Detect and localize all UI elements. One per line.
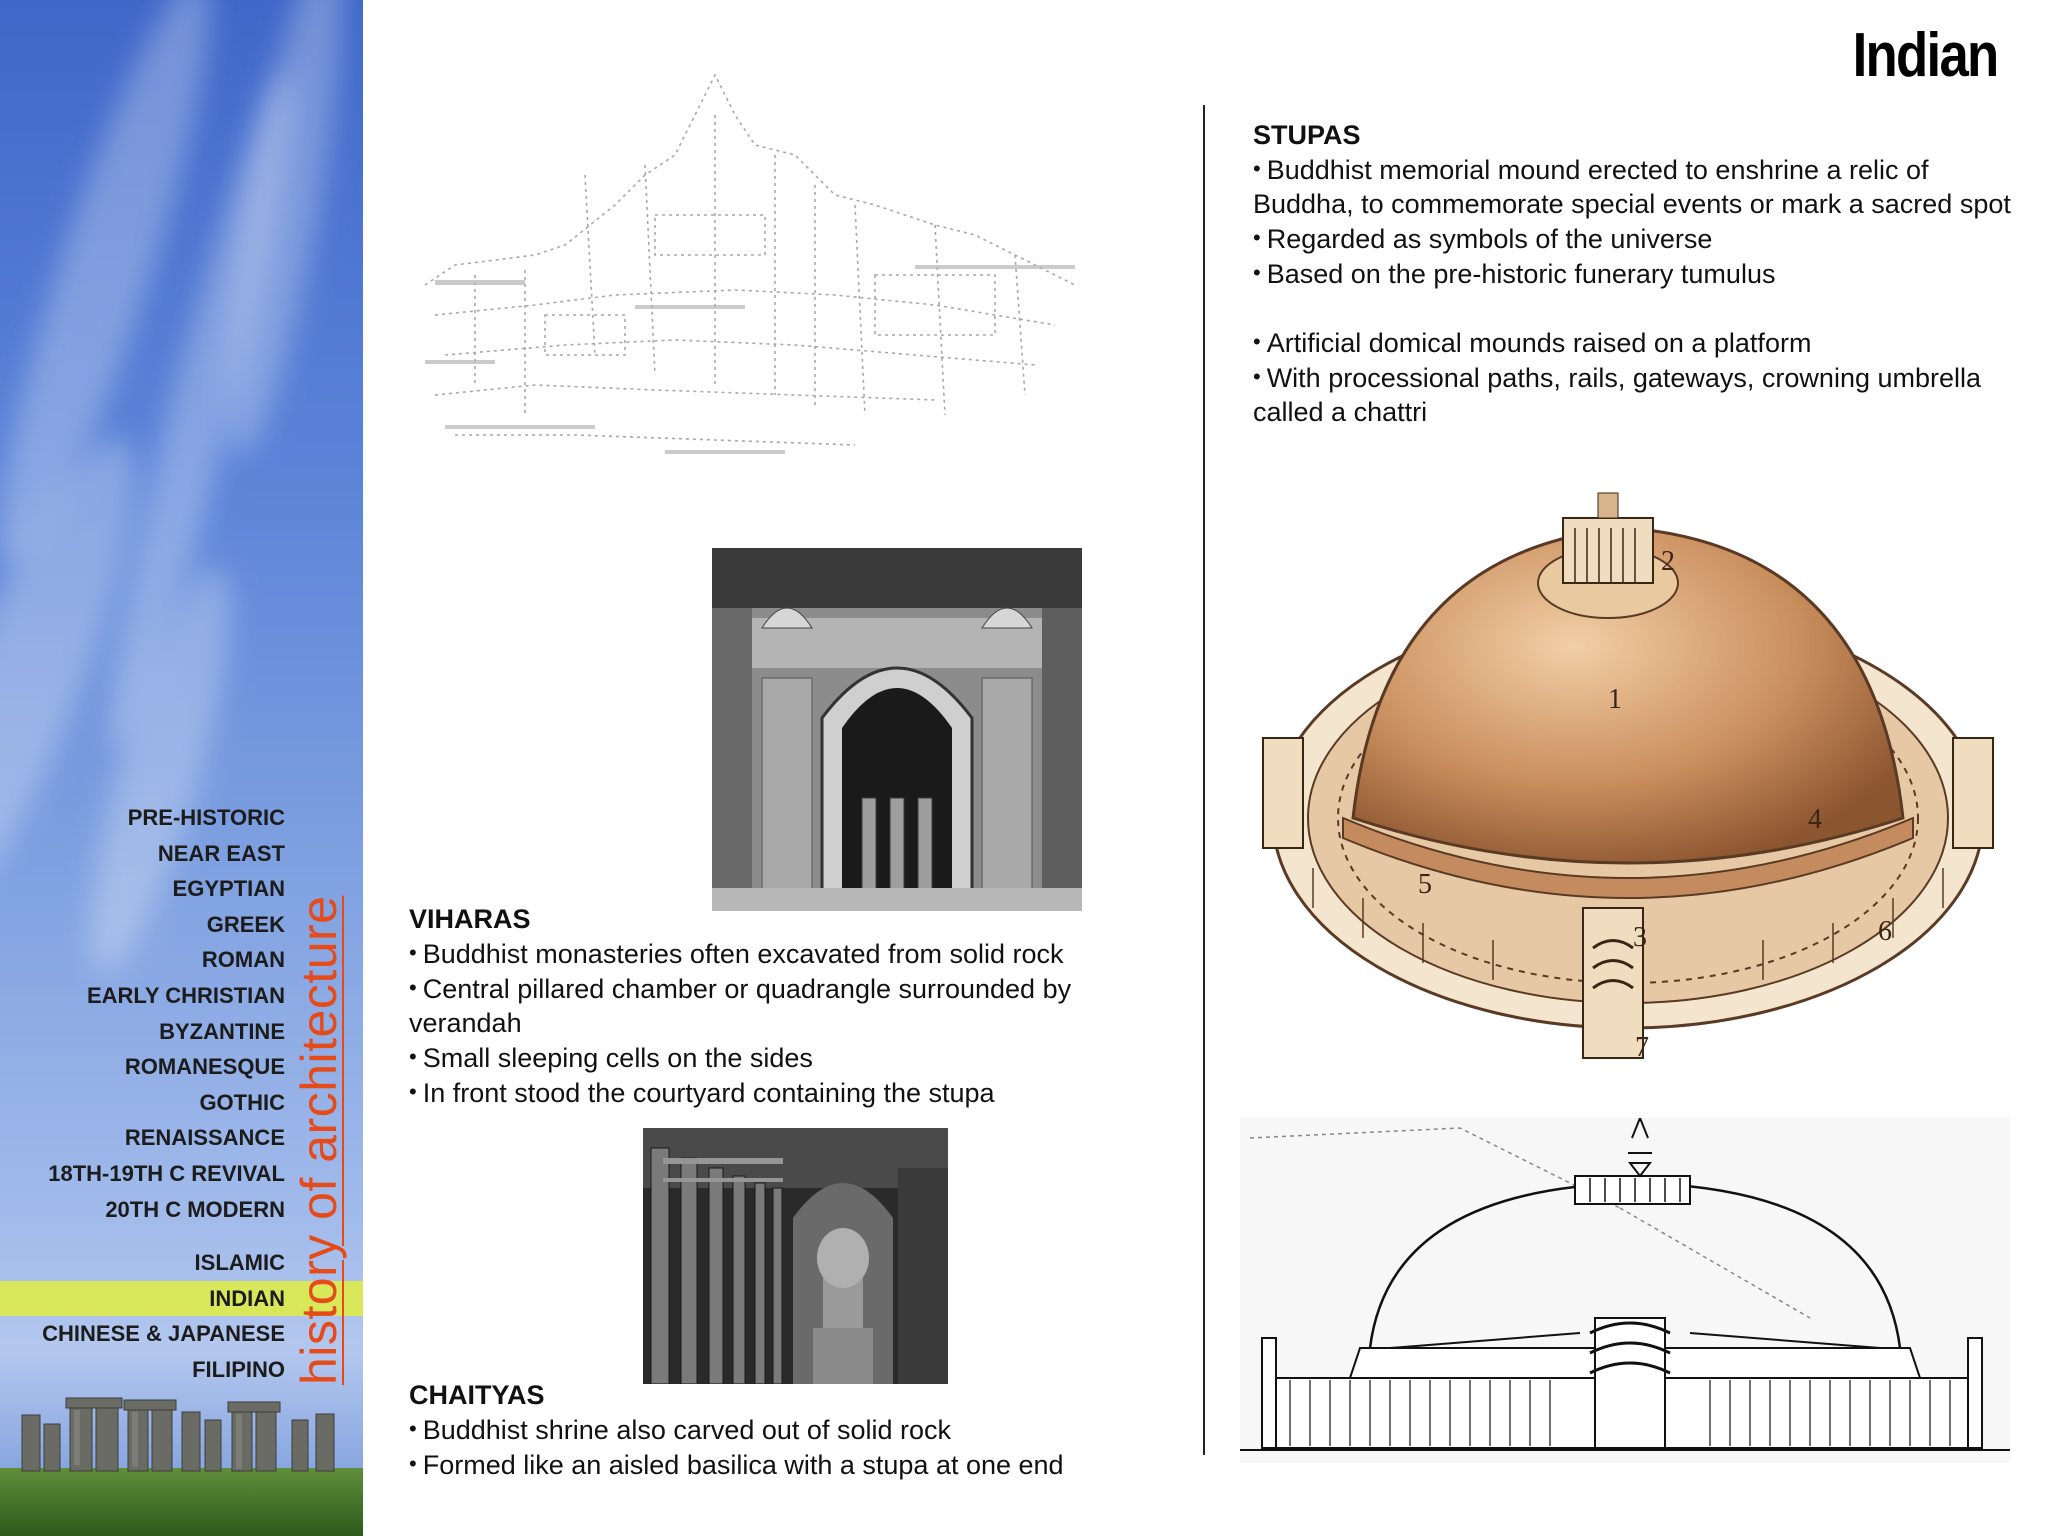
nav-item-roman[interactable]: ROMAN bbox=[201, 947, 285, 973]
nav-item-indian[interactable]: INDIAN bbox=[0, 1281, 363, 1317]
stupas-bullet: • With processional paths, rails, gateways, crowning umbrella called a chattri bbox=[1253, 363, 1982, 427]
stupa-label-3: 3 bbox=[1633, 922, 1647, 953]
nav-item-chinese-japanese[interactable]: CHINESE & JAPANESE bbox=[42, 1321, 285, 1347]
stupas-bullet: • Buddhist memorial mound erected to enshrine a relic of Buddha, to commemorate special events or mark a sacred spot bbox=[1253, 155, 2011, 219]
bullet-icon: • bbox=[1253, 156, 1261, 181]
bullet-icon: • bbox=[409, 1079, 417, 1104]
stupas-section bbox=[1253, 118, 2013, 429]
viharas-bullet: • Small sleeping cells on the sides bbox=[409, 1043, 813, 1073]
nav-item-renaissance[interactable]: RENAISSANCE bbox=[124, 1125, 285, 1151]
chaityas-section bbox=[409, 1378, 1149, 1482]
nav-item-egyptian[interactable]: EGYPTIAN bbox=[172, 876, 285, 902]
nav-item-pre-historic[interactable]: PRE-HISTORIC bbox=[127, 805, 285, 830]
stupas-bullet: • Artificial domical mounds raised on a platform bbox=[1253, 328, 1812, 358]
viharas-bullet: • Buddhist monasteries often excavated from solid rock bbox=[409, 939, 1064, 969]
viharas-bullet: • Central pillared chamber or quadrangle surrounded by verandah bbox=[409, 974, 1072, 1038]
nav-item-near-east[interactable]: NEAR EAST bbox=[157, 840, 285, 866]
column-divider bbox=[1203, 105, 1205, 1455]
history-of-architecture-title: history of architecture bbox=[291, 895, 347, 1385]
chaityas-bullet: • Formed like an aisled basilica with a stupa at one end bbox=[409, 1450, 1064, 1480]
viharas-heading: VIHARAS bbox=[409, 904, 531, 934]
stupa-label-4: 4 bbox=[1808, 804, 1822, 835]
nav-item-revival[interactable]: 18TH-19TH C REVIVAL bbox=[48, 1160, 285, 1186]
bullet-icon: • bbox=[409, 1416, 417, 1441]
nav-item-byzantine[interactable]: BYZANTINE bbox=[159, 1018, 285, 1044]
stupa-label-5: 5 bbox=[1418, 869, 1432, 900]
nav-item-gothic[interactable]: GOTHIC bbox=[199, 1089, 285, 1115]
stupa-label-1: 1 bbox=[1608, 684, 1622, 715]
bullet-icon: • bbox=[1253, 225, 1261, 250]
stupas-bullet: • Based on the pre-historic funerary tumulus bbox=[1253, 259, 1776, 289]
nav-item-filipino[interactable]: FILIPINO bbox=[192, 1356, 285, 1382]
stupas-bullet: • Regarded as symbols of the universe bbox=[1253, 224, 1713, 254]
bullet-icon: • bbox=[1253, 329, 1261, 354]
bullet-icon: • bbox=[409, 975, 417, 1000]
nav-item-modern[interactable]: 20TH C MODERN bbox=[105, 1196, 285, 1222]
nav-item-early-christian[interactable]: EARLY CHRISTIAN bbox=[86, 982, 285, 1008]
nav-item-greek[interactable]: GREEK bbox=[206, 911, 285, 937]
viharas-section bbox=[409, 902, 1149, 1110]
stupa-elevation-diagram bbox=[1240, 1118, 2010, 1463]
bullet-icon: • bbox=[409, 1044, 417, 1069]
stonehenge-image bbox=[0, 1380, 363, 1536]
stupa-label-7: 7 bbox=[1635, 1032, 1649, 1063]
temple-sketch-image bbox=[415, 55, 1135, 525]
bullet-icon: • bbox=[409, 1451, 417, 1476]
nav-item-romanesque[interactable]: ROMANESQUE bbox=[124, 1054, 285, 1080]
stupa-isometric-diagram bbox=[1253, 488, 2003, 1078]
chapter-nav bbox=[0, 800, 285, 1388]
bullet-icon: • bbox=[1253, 364, 1261, 389]
chaityas-heading: CHAITYAS bbox=[409, 1380, 545, 1410]
bullet-icon: • bbox=[1253, 260, 1261, 285]
sidebar bbox=[0, 0, 363, 1536]
vihara-facade-photo bbox=[712, 548, 1082, 911]
stupa-label-6: 6 bbox=[1878, 916, 1892, 947]
viharas-bullet: • In front stood the courtyard containing the stupa bbox=[409, 1078, 995, 1108]
chaityas-bullet: • Buddhist shrine also carved out of solid rock bbox=[409, 1415, 951, 1445]
bullet-icon: • bbox=[409, 940, 417, 965]
nav-item-islamic[interactable]: ISLAMIC bbox=[194, 1250, 285, 1276]
stupa-label-2: 2 bbox=[1661, 546, 1675, 577]
page-title: Indian bbox=[1853, 21, 1998, 90]
stupas-heading: STUPAS bbox=[1253, 120, 1361, 150]
chaitya-interior-photo bbox=[643, 1128, 948, 1384]
